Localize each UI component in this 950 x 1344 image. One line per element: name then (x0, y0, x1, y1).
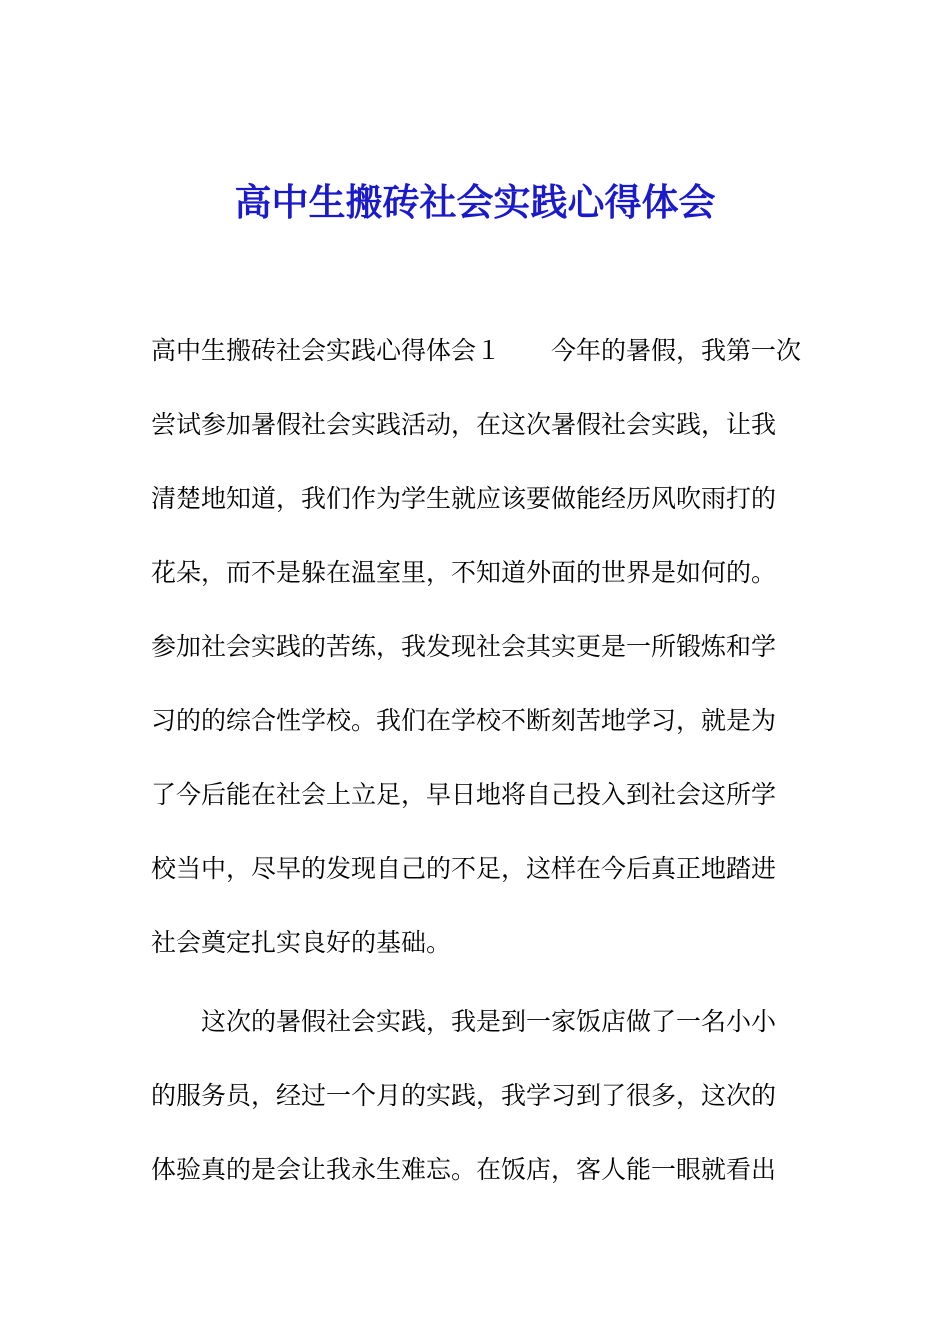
text-line: 清楚地知道，我们作为学生就应该要做能经历风吹雨打的 (151, 484, 777, 513)
text-line: 高中生搬砖社会实践心得体会１ 今年的暑假，我第一次 (151, 336, 802, 365)
text-line: 体验真的是会让我永生难忘。在饭店，客人能一眼就看出 (151, 1155, 777, 1184)
text-line: 尝试参加暑假社会实践活动，在这次暑假社会实践，让我 (151, 410, 777, 439)
text-line: 参加社会实践的苦练，我发现社会其实更是一所锻炼和学 (151, 632, 777, 661)
text-line: 习的的综合性学校。我们在学校不断刻苦地学习，就是为 (151, 706, 777, 735)
text-line: 了今后能在社会上立足，早日地将自己投入到社会这所学 (151, 780, 777, 809)
text-line: 的服务员，经过一个月的实践，我学习到了很多，这次的 (151, 1081, 777, 1110)
text-line: 校当中，尽早的发现自己的不足，这样在今后真正地踏进 (151, 854, 777, 883)
document-title: 高中生搬砖社会实践心得体会 (234, 180, 716, 224)
text-line: 花朵，而不是躲在温室里，不知道外面的世界是如何的。 (151, 558, 777, 587)
text-line: 社会奠定扎实良好的基础。 (151, 928, 452, 957)
text-line: 这次的暑假社会实践，我是到一家饭店做了一名小小 (201, 1007, 777, 1036)
